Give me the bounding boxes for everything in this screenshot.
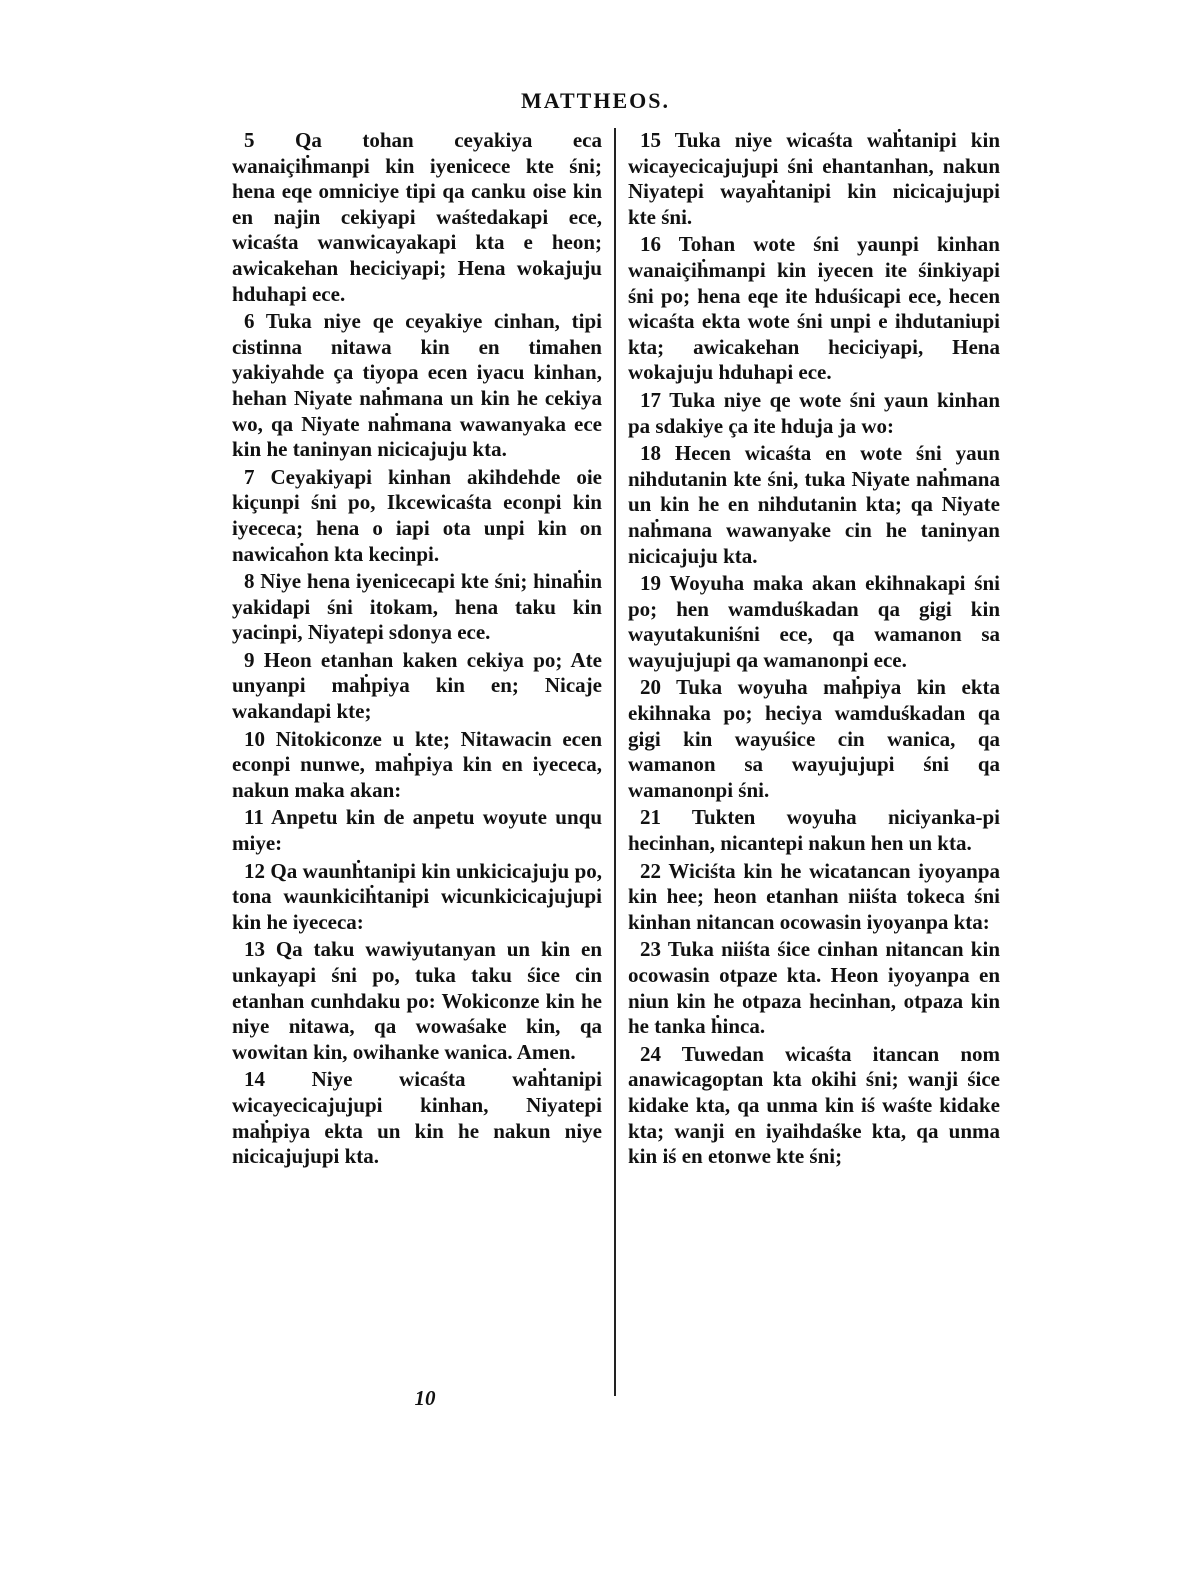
verse-6: 6 Tuka niye qe ceyakiye cinhan, tipi cistinna nitawa kin en timahen yakiyahde ça tiyopa ecen iyacu kinhan, hehan Niyate naḣmana un kin he cekiya wo, qa Niyate naḣmana wawanyaka ece kin he taninyan nicicajuju kta. <box>232 309 602 462</box>
verse-15: 15 Tuka niye wicaśta waḣtanipi kin wicayecicajujupi śni ehantanhan, nakun Niyatepi wayaḣtanipi kin nicicajujupi kte śni. <box>628 128 1000 229</box>
verse-23: 23 Tuka niiśta śice cinhan nitancan kin ocowasin otpaze kta. Heon iyoyanpa en niun kin he otpaza hecinhan, otpaza kin he tanka ḣinca. <box>628 937 1000 1039</box>
verse-16: 16 Tohan wote śni yaunpi kinhan wanaiçiḣmanpi kin iyecen ite śinkiyapi śni po; hena eqe ite hduśicapi ece, hecen wicaśta ekta wote śni unpi e ihdutaniupi kta; awicakehan heciciyapi, Hena wokajuju hduhapi ece. <box>628 232 1000 385</box>
left-column <box>232 128 602 1172</box>
verse-19: 19 Woyuha maka akan ekihnakapi śni po; hen wamduśkadan qa gigi kin wayutakuniśni ece, qa wamanon sa wayujujupi qa wamanonpi ece. <box>628 571 1000 672</box>
column-divider <box>614 128 616 1396</box>
verse-22: 22 Wiciśta kin he wicatancan iyoyanpa kin hee; heon etanhan niiśta tokeca śni kinhan nitancan ocowasin iyoyanpa kta: <box>628 858 1000 934</box>
verse-11: 11 Anpetu kin de anpetu woyute unqu miye: <box>232 805 602 856</box>
verse-21: 21 Tukten woyuha niciyanka-pi hecinhan, nicantepi nakun hen un kta. <box>628 805 1000 856</box>
verse-12: 12 Qa waunḣtanipi kin unkicicajuju po, tona waunkiciḣtanipi wicunkicicajujupi kin he iyececa: <box>232 858 602 934</box>
verse-8: 8 Niye hena iyenicecapi kte śni; hinaḣin yakidapi śni itokam, hena taku kin yacinpi, Niyatepi sdonya ece. <box>232 569 602 645</box>
verse-20: 20 Tuka woyuha maḣpiya kin ekta ekihnaka po; heciya wamduśkadan qa gigi kin wayuśice cin wanica, qa wamanon sa wayujujupi śni qa wamanonpi śni. <box>628 675 1000 802</box>
verse-24: 24 Tuwedan wicaśta itancan nom anawicagoptan kta okihi śni; wanji śice kidake kta, qa unma kin iś waśte kidake kta; wanji en iyaihdaśke kta, qa unma kin iś en etonwe kte śni; <box>628 1041 1000 1169</box>
verse-9: 9 Heon etanhan kaken cekiya po; Ate unyanpi maḣpiya kin en; Nicaje wakandapi kte; <box>232 647 602 724</box>
running-header: MATTHEOS. <box>520 88 670 113</box>
right-column <box>628 128 1000 1172</box>
verse-7: 7 Ceyakiyapi kinhan akihdehde oie kiçunpi śni po, Ikcewicaśta econpi kin iyececa; hena o iapi ota unpi kin on nawicaḣon kta kecinpi. <box>232 464 602 566</box>
verse-17: 17 Tuka niye qe wote śni yaun kinhan pa sdakiye ça ite hduja ja wo: <box>628 387 1000 438</box>
verse-13: 13 Qa taku wawiyutanyan un kin en unkayapi śni po, tuka taku śice cin etanhan cunhdaku po: Wokiconze kin he niye nitawa, qa wowaśake kin, qa wowitan kin, owihanke wanica. Amen. <box>232 937 602 1064</box>
verse-18: 18 Hecen wicaśta en wote śni yaun nihdutanin kte śni, tuka Niyate naḣmana un kin he en nihdutanin kta; qa Niyate naḣmana wawanyake cin he taninyan nicicajuju kta. <box>628 441 1000 568</box>
verse-10: 10 Nitokiconze u kte; Nitawacin ecen econpi nunwe, maḣpiya kin en iyececa, nakun maka akan: <box>232 726 602 802</box>
verse-5: 5 Qa tohan ceyakiya eca wanaiçiḣmanpi kin iyenicece kte śni; hena eqe omniciye tipi qa canku oise kin en najin cekiyapi waśtedakapi ece, wicaśta wanwicayakapi kta e heon; awicakehan heciciyapi; Hena wokajuju hduhapi ece. <box>232 128 602 306</box>
verse-14: 14 Niye wicaśta waḣtanipi wicayecicajujupi kinhan, Niyatepi maḣpiya ekta un kin he nakun niye nicicajujupi kta. <box>232 1067 602 1169</box>
page-number: 10 <box>414 1386 436 1410</box>
